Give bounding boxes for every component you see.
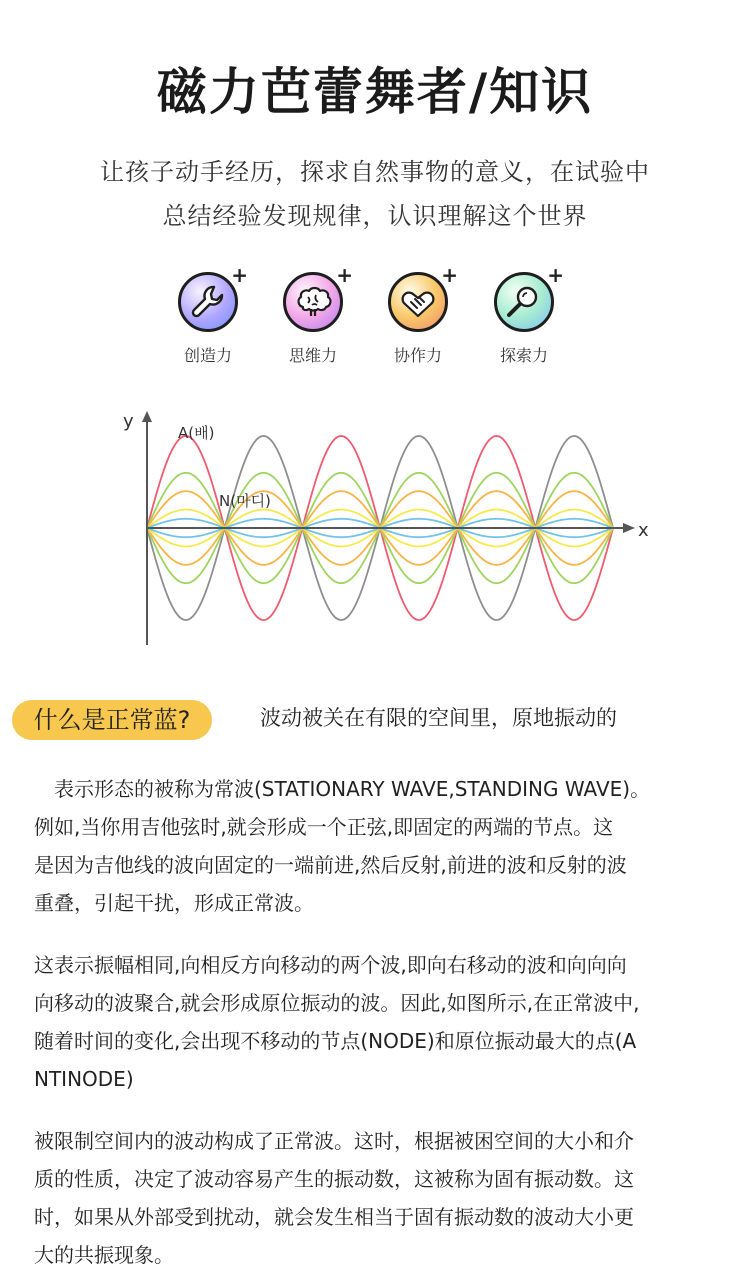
feature-label: 创造力 bbox=[183, 346, 232, 365]
plus-icon: + bbox=[336, 263, 353, 287]
feature-circle bbox=[388, 263, 458, 332]
node-annotation: N(마디) bbox=[219, 492, 271, 510]
feature-collaboration bbox=[373, 263, 463, 366]
handshake-icon bbox=[391, 275, 445, 329]
paragraph-2: 这表示振幅相同,向相反方向移动的两个波,即向右移动的波和向向向 向移动的波聚合,就会形成原位振动的波。因此,如图所示,在正常波中, 随着时间的变化,会出现不移动的节点(NODE)和原位振动最大的点(A NTINODE) bbox=[34, 953, 640, 1091]
y-axis-label: y bbox=[123, 411, 134, 432]
x-axis-label: x bbox=[638, 520, 649, 541]
feature-creativity bbox=[163, 263, 253, 366]
intro-text: 波动被关在有限的空间里，原地振动的 bbox=[260, 706, 617, 730]
question-badge: 什么是正常蓝? bbox=[12, 700, 212, 740]
x-axis-arrow bbox=[623, 523, 635, 533]
feature-label: 思维力 bbox=[288, 346, 337, 365]
plus-icon: + bbox=[547, 263, 564, 287]
feature-label: 探索力 bbox=[499, 346, 548, 365]
standing-wave-chart bbox=[110, 405, 660, 655]
feature-circle bbox=[283, 263, 353, 332]
feature-row bbox=[0, 263, 750, 372]
paragraph-1: 表示形态的被称为常波(STATIONARY WAVE,STANDING WAVE)。 例如,当你用吉他弦时,就会形成一个正弦,即固定的两端的节点。这 是因为吉他线的波向固定的一端前进,然后反射,前进的波和反射的波 重叠，引起干扰，形成正常波。 bbox=[34, 777, 651, 915]
plus-icon: + bbox=[231, 263, 248, 287]
brain-icon bbox=[286, 275, 340, 329]
y-axis-arrow bbox=[142, 411, 152, 422]
subtitle-line-2: 总结经验发现规律，认识理解这个世界 bbox=[162, 202, 588, 230]
magnifier-icon bbox=[497, 275, 551, 329]
page-title: 磁力芭蕾舞者/知识 bbox=[156, 63, 594, 121]
feature-circle bbox=[178, 263, 248, 332]
feature-circle bbox=[494, 263, 564, 332]
subtitle-line-1: 让孩子动手经历，探求自然事物的意义，在试验中 bbox=[100, 158, 650, 186]
feature-label: 协作力 bbox=[393, 346, 442, 365]
wrench-icon bbox=[181, 275, 235, 329]
paragraph-3: 被限制空间内的波动构成了正常波。这时，根据被困空间的大小和介 质的性质，决定了波动容易产生的振动数，这被称为固有振动数。这 时，如果从外部受到扰动，就会发生相当于固有振动数的波动大小更 大的共振现象。 bbox=[34, 1129, 634, 1267]
feature-exploration bbox=[479, 263, 569, 366]
feature-thinking bbox=[268, 263, 358, 366]
antinode-annotation: A(배) bbox=[178, 424, 215, 442]
plus-icon: + bbox=[441, 263, 458, 287]
